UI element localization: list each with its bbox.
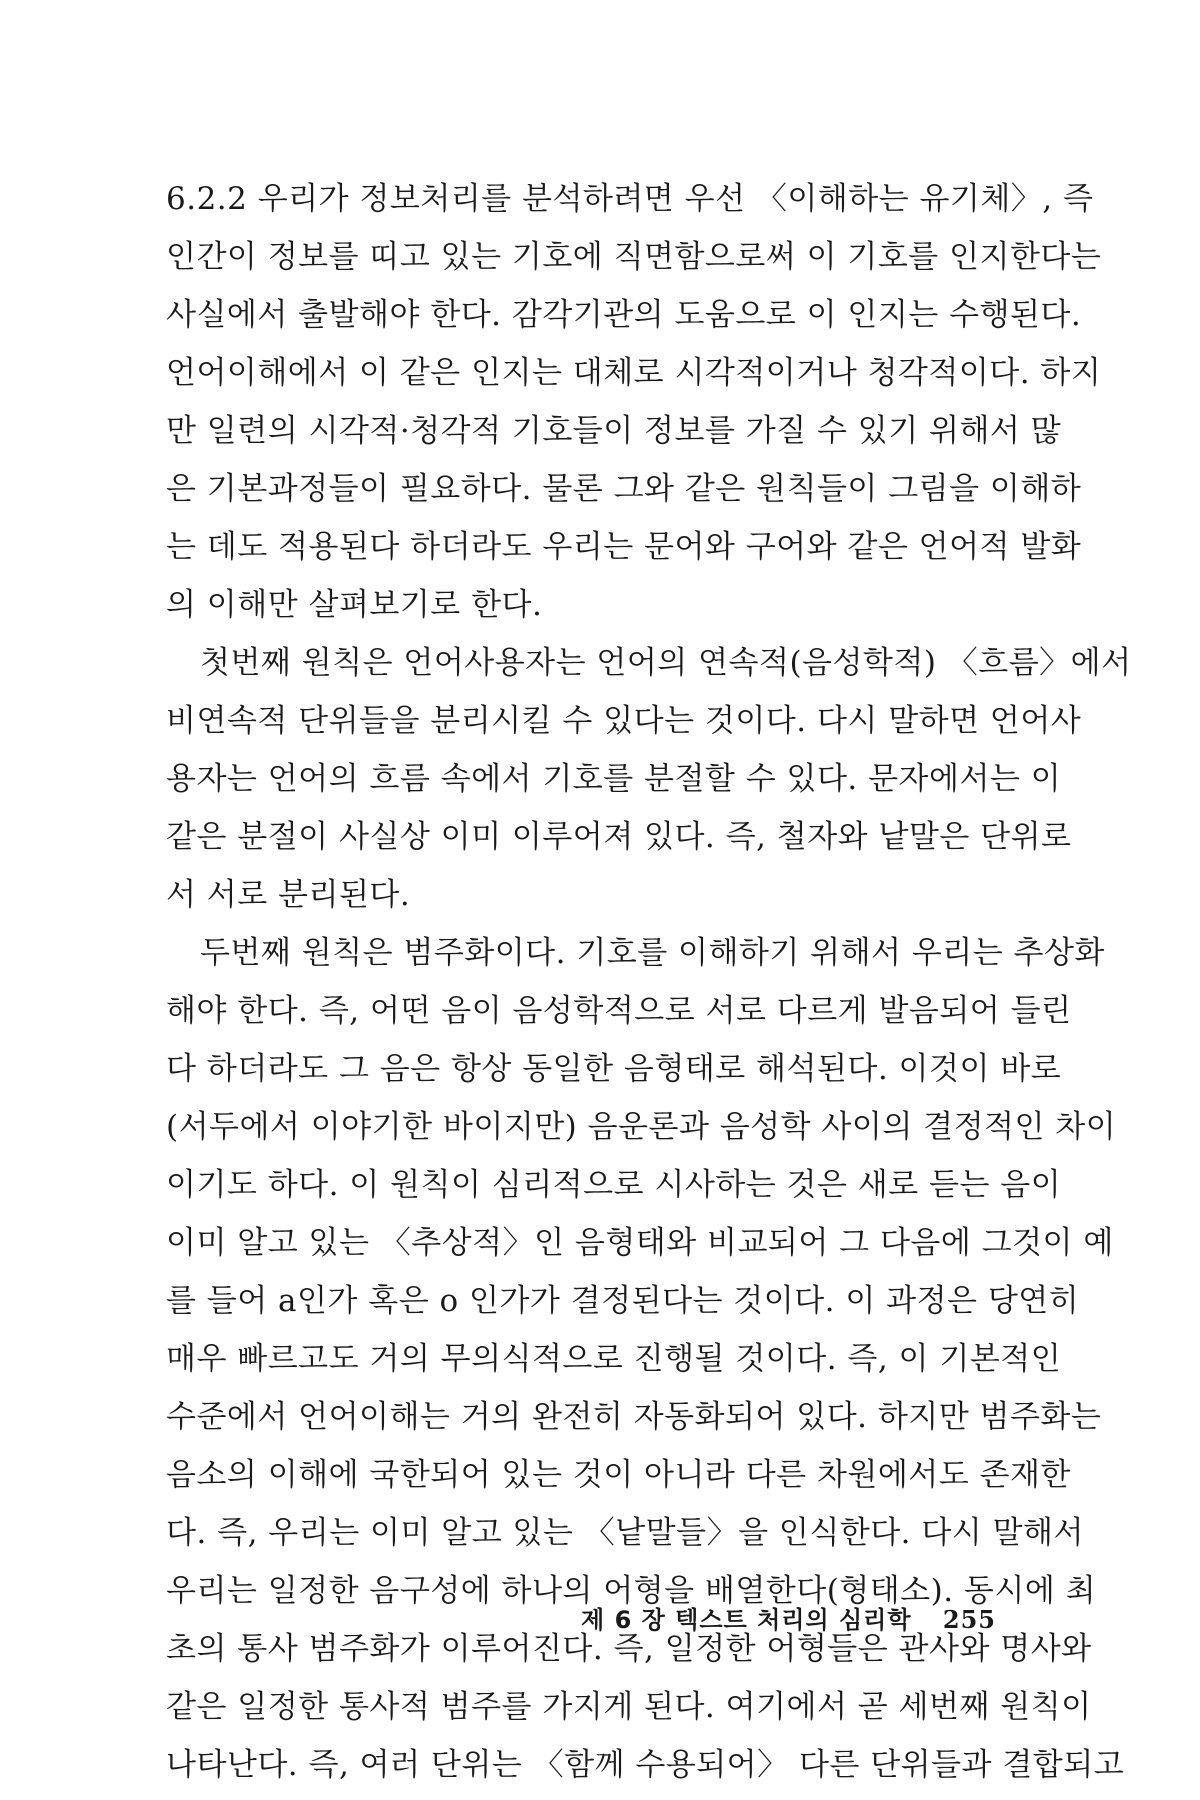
text-line: 이기도 하다. 이 원칙이 심리적으로 시사하는 것은 새로 듣는 음이 <box>166 1167 1062 1203</box>
text-line: 를 들어 a인가 혹은 o 인가가 결정된다는 것이다. 이 과정은 당연히 <box>166 1283 1080 1319</box>
text-line: 다 하더라도 그 음은 항상 동일한 음형태로 해석된다. 이것이 바로 <box>166 1051 1062 1087</box>
text-line: 두번째 원칙은 범주화이다. 기호를 이해하기 위해서 우리는 추상화 <box>200 935 1105 971</box>
text-line: 는 데도 적용된다 하더라도 우리는 문어와 구어와 같은 언어적 발화 <box>166 529 1082 565</box>
text-line: 다. 즉, 우리는 이미 알고 있는 〈낱말들〉을 인식한다. 다시 말해서 <box>166 1515 1084 1551</box>
text-line: 매우 빠르고도 거의 무의식적으로 진행될 것이다. 즉, 이 기본적인 <box>166 1341 1062 1377</box>
text-line: 용자는 언어의 흐름 속에서 기호를 분절할 수 있다. 문자에서는 이 <box>166 761 1062 797</box>
text-line: 6.2.2 우리가 정보처리를 분석하려면 우선 〈이해하는 유기체〉, 즉 <box>166 181 1094 217</box>
text-line: 만 일련의 시각적·청각적 기호들이 정보를 가질 수 있기 위해서 많 <box>166 413 1062 449</box>
text-line: 비연속적 단위들을 분리시킬 수 있다는 것이다. 다시 말하면 언어사 <box>166 703 1082 739</box>
text-line: 음소의 이해에 국한되어 있는 것이 아니라 다른 차원에서도 존재한 <box>166 1457 1071 1493</box>
chapter-title: 제 6 장 텍스트 처리의 심리학 <box>581 1606 912 1634</box>
body-text <box>166 170 1132 1794</box>
text-line: 같은 분절이 사실상 이미 이루어져 있다. 즉, 철자와 낱말은 단위로 <box>166 819 1072 855</box>
text-line: 초의 통사 범주화가 이루어진다. 즉, 일정한 어형들은 관사와 명사와 <box>166 1631 1092 1667</box>
running-footer <box>581 1600 996 1635</box>
text-line: 서 서로 분리된다. <box>166 877 411 913</box>
text-line: 인간이 정보를 띠고 있는 기호에 직면함으로써 이 기호를 인지한다는 <box>166 239 1102 275</box>
text-line: 사실에서 출발해야 한다. 감각기관의 도움으로 이 인지는 수행된다. <box>166 297 1082 333</box>
text-line: 수준에서 언어이해는 거의 완전히 자동화되어 있다. 하지만 범주화는 <box>166 1399 1102 1435</box>
text-line: 우리는 일정한 음구성에 하나의 어형을 배열한다(형태소). 동시에 최 <box>166 1573 1097 1609</box>
text-line: 첫번째 원칙은 언어사용자는 언어의 연속적(음성학적) 〈흐름〉에서 <box>200 645 1132 681</box>
text-line: (서두에서 이야기한 바이지만) 음운론과 음성학 사이의 결정적인 차이 <box>166 1109 1117 1145</box>
text-line: 언어이해에서 이 같은 인지는 대체로 시각적이거나 청각적이다. 하지 <box>166 355 1102 391</box>
text-line: 나타난다. 즉, 여러 단위는 〈함께 수용되어〉 다른 단위들과 결합되고 <box>166 1747 1125 1783</box>
text-line: 해야 한다. 즉, 어떤 음이 음성학적으로 서로 다르게 발음되어 들린 <box>166 993 1072 1029</box>
text-line: 이미 알고 있는 〈추상적〉인 음형태와 비교되어 그 다음에 그것이 예 <box>166 1225 1114 1261</box>
text-line: 같은 일정한 통사적 범주를 가지게 된다. 여기에서 곧 세번째 원칙이 <box>166 1689 1092 1725</box>
page-number: 255 <box>942 1605 996 1634</box>
text-line: 은 기본과정들이 필요하다. 물론 그와 같은 원칙들이 그림을 이해하 <box>166 471 1082 507</box>
text-line: 의 이해만 살펴보기로 한다. <box>166 587 543 623</box>
